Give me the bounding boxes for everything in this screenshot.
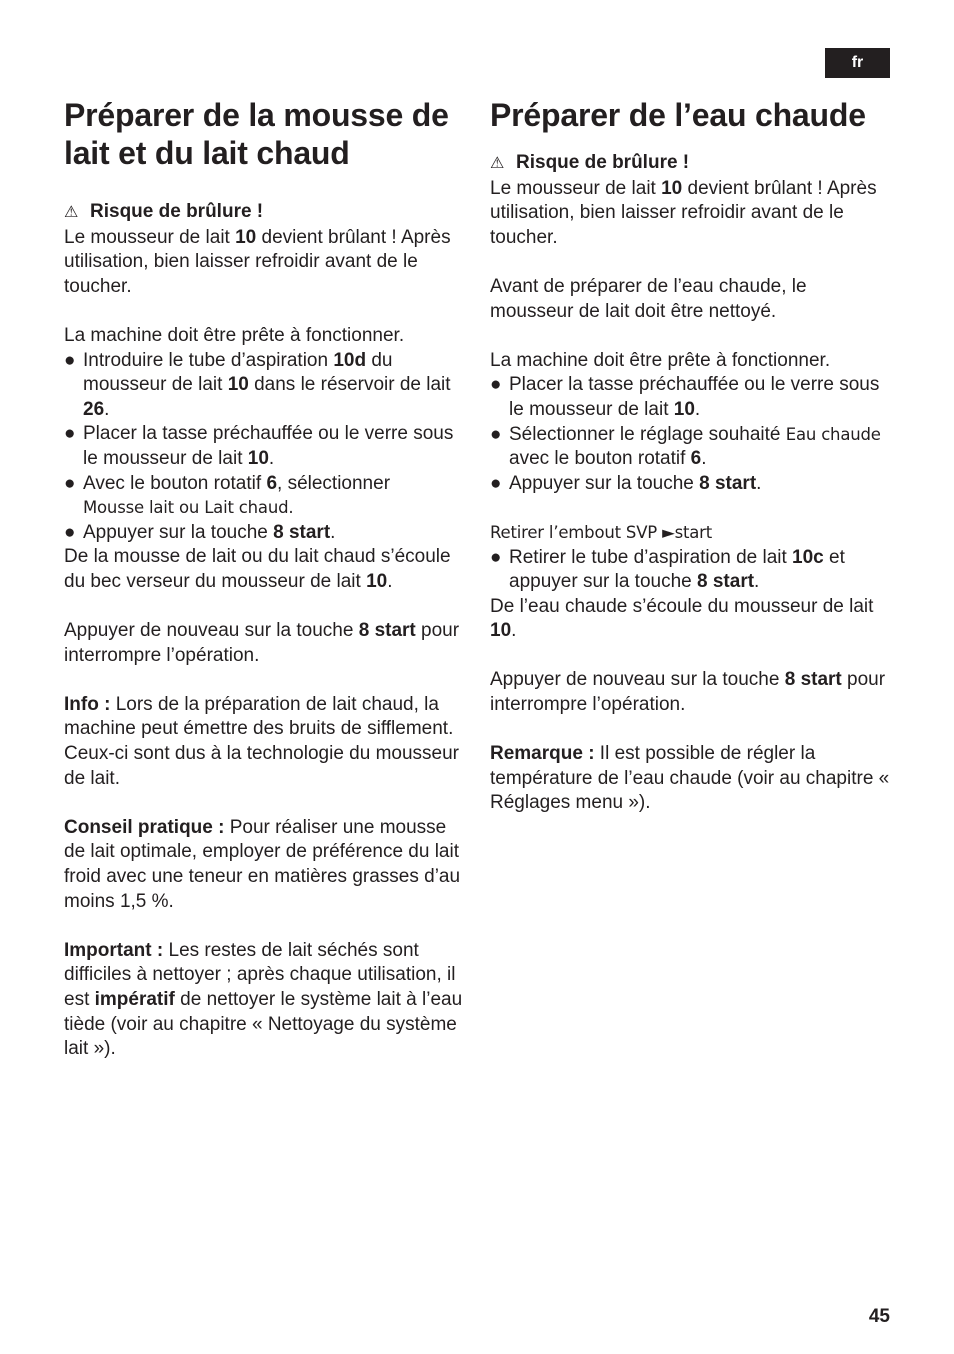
flow-text: De la mousse de lait ou du lait chaud s’écoule du bec verseur du mousseur de lait 10. <box>64 546 451 592</box>
warning-text: Le mousseur de lait 10 devient brûlant ! Après utilisation, bien laisser refroidir avant de le toucher. <box>490 177 877 248</box>
clean-text: Avant de préparer de l’eau chaude, le mousseur de lait doit être nettoyé. <box>490 275 807 322</box>
language-tab <box>825 48 890 78</box>
display-message: Retirer l’embout SVP ►start <box>490 522 712 542</box>
left-column <box>64 96 464 1062</box>
list-item: ● Placer la tasse préchauffée ou le verre sous le mousseur de lait 10. <box>64 423 454 469</box>
list-item: ● Sélectionner le réglage souhaité Eau chaude avec le bouton rotatif 6. <box>490 423 881 470</box>
bullet-icon: ● <box>490 472 502 494</box>
bullet-icon: ● <box>64 472 76 494</box>
ready-text: La machine doit être prête à fonctionner. <box>64 324 405 346</box>
important-note: Important : Les restes de lait séchés sont difficiles à nettoyer ; après chaque utilisation, il est impératif de nettoyer le système lait à l’eau tiède (voir au chapitre « Nettoyage du système lait »). <box>64 939 463 1060</box>
language-label: fr <box>851 54 864 71</box>
list-item: ● Appuyer sur la touche 8 start. <box>64 521 464 546</box>
list-item: ● Retirer le tube d’aspiration de lait 10c et appuyer sur la touche 8 start. <box>490 546 845 593</box>
list-item: ● Appuyer sur la touche 8 start. <box>490 472 890 497</box>
bullet-icon: ● <box>64 521 76 543</box>
warning-heading: ⚠ Risque de brûlure ! <box>490 151 890 177</box>
page-number: 45 <box>868 1306 890 1327</box>
warning-triangle-icon: ⚠ <box>64 204 79 221</box>
list-item: ● Introduire le tube d’aspiration 10d du mousseur de lait 10 dans le réservoir de lait 26. <box>64 349 451 420</box>
warning-text: Le mousseur de lait 10 devient brûlant ! Après utilisation, bien laisser refroidir avant de le toucher. <box>64 226 451 297</box>
interrupt-text: Appuyer de nouveau sur la touche 8 start pour interrompre l’opération. <box>490 669 886 716</box>
steps-list <box>64 349 464 546</box>
right-column <box>490 96 890 816</box>
section-title-milk: Préparer de la mousse de lait et du lait chaud <box>64 97 449 171</box>
section-title-water: Préparer de l’eau chaude <box>490 97 866 133</box>
remark-note: Remarque : Il est possible de régler la température de l’eau chaude (voir au chapitre « Réglages menu »). <box>490 743 890 814</box>
warning-triangle-icon: ⚠ <box>490 155 505 172</box>
interrupt-text: Appuyer de nouveau sur la touche 8 start pour interrompre l’opération. <box>64 620 460 666</box>
bullet-icon: ● <box>490 423 502 445</box>
list-item: ● Avec le bouton rotatif 6, sélectionner Mousse lait ou Lait chaud. <box>64 472 391 518</box>
warning-heading: ⚠ Risque de brûlure ! <box>64 200 464 226</box>
list-item: ● Placer la tasse préchauffée ou le verre sous le mousseur de lait 10. <box>490 374 880 420</box>
info-note: Info : Lors de la préparation de lait chaud, la machine peut émettre des bruits de sifflement. Ceux-ci sont dus à la technologie du mousseur de lait. <box>64 693 460 789</box>
bullet-icon: ● <box>64 349 76 371</box>
bullet-icon: ● <box>64 423 76 445</box>
flow-text: De l’eau chaude s’écoule du mousseur de lait 10. <box>490 595 874 642</box>
bullet-icon: ● <box>490 546 502 568</box>
steps-list-2 <box>490 546 890 595</box>
bullet-icon: ● <box>490 374 502 396</box>
tip-note: Conseil pratique : Pour réaliser une mousse de lait optimale, employer de préférence du lait froid avec une teneur en matières grasses d’au moins 1,5 %. <box>64 816 461 912</box>
steps-list <box>490 373 890 496</box>
ready-text: La machine doit être prête à fonctionner. <box>490 349 831 371</box>
